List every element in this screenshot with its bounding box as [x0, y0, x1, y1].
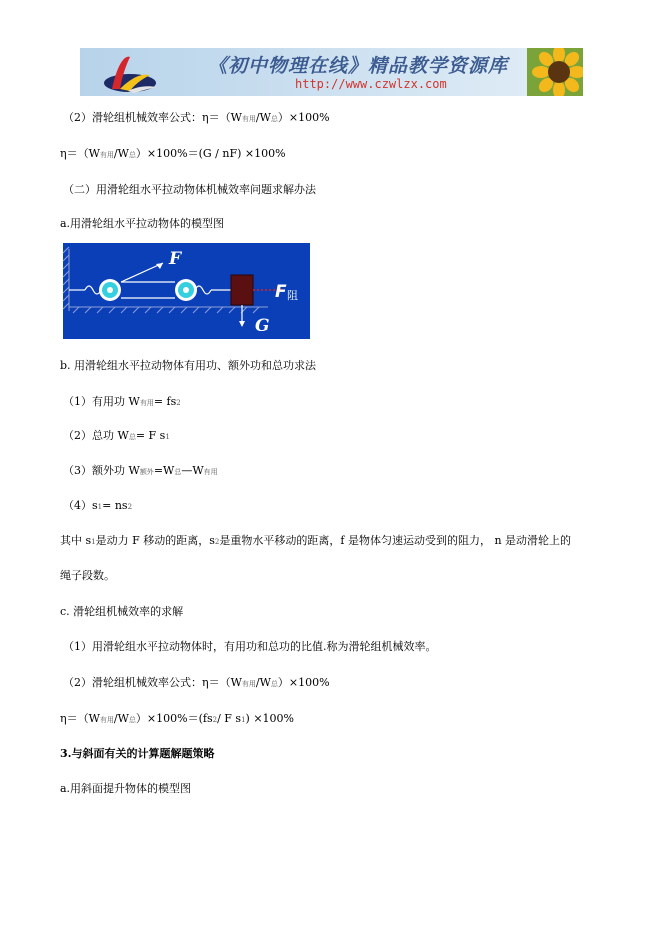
efficiency-definition: （1）用滑轮组水平拉动物体时，有用功和总功的比值.称为滑轮组机械效率。	[63, 640, 437, 653]
extra-work: （3）额外功 W额外=W总—W有用	[63, 464, 218, 477]
sunflower-icon	[527, 48, 583, 96]
force-resist-label: F	[275, 282, 287, 302]
block	[231, 275, 253, 305]
force-resist-sub: 阻	[287, 289, 298, 302]
variable-explanation: 其中 s1是动力 F 移动的距离，s2是重物水平移动的距离，f 是物体匀速运动受到的阻力， n 是动滑轮上的	[60, 534, 572, 547]
force-f-label: F	[169, 249, 182, 269]
efficiency-formula-1: （2）滑轮组机械效率公式：η＝（W有用/W总）×100%	[63, 111, 330, 124]
incline-figure-caption: a.用斜面提升物体的模型图	[60, 782, 192, 795]
distance-relation: （4）s1= ns2	[63, 499, 133, 512]
gravity-label: G	[255, 316, 270, 336]
useful-work: （1）有用功 W有用= fs2	[63, 395, 181, 408]
efficiency-formula-4: η＝（W有用/W总）×100%＝(fs2/ F s1) ×100%	[60, 712, 294, 725]
section-b-heading: b. 用滑轮组水平拉动物体有用功、额外功和总功求法	[60, 359, 317, 372]
pulley-model-diagram	[63, 243, 310, 339]
model-figure-caption: a.用滑轮组水平拉动物体的模型图	[60, 217, 225, 230]
efficiency-formula-3: （2）滑轮组机械效率公式：η＝（W有用/W总）×100%	[63, 676, 330, 689]
section-heading-horizontal: （二）用滑轮组水平拉动物体机械效率问题求解办法	[63, 183, 316, 196]
banner-title: 《初中物理在线》精品教学资源库	[208, 55, 509, 77]
banner-url[interactable]: http://www.czwlzx.com	[295, 77, 447, 91]
total-work: （2）总功 W总= F s1	[63, 429, 170, 442]
section-3-heading: 3.与斜面有关的计算题解题策略	[60, 747, 215, 760]
variable-explanation-cont: 绳子段数。	[60, 569, 115, 582]
pulley-right	[175, 279, 197, 301]
logo-icon	[100, 51, 160, 95]
efficiency-formula-2: η＝（W有用/W总）×100%＝(G / nF) ×100%	[60, 147, 286, 160]
section-c-heading: c. 滑轮组机械效率的求解	[60, 605, 184, 618]
pulley-left	[99, 279, 121, 301]
header-banner	[80, 48, 583, 96]
